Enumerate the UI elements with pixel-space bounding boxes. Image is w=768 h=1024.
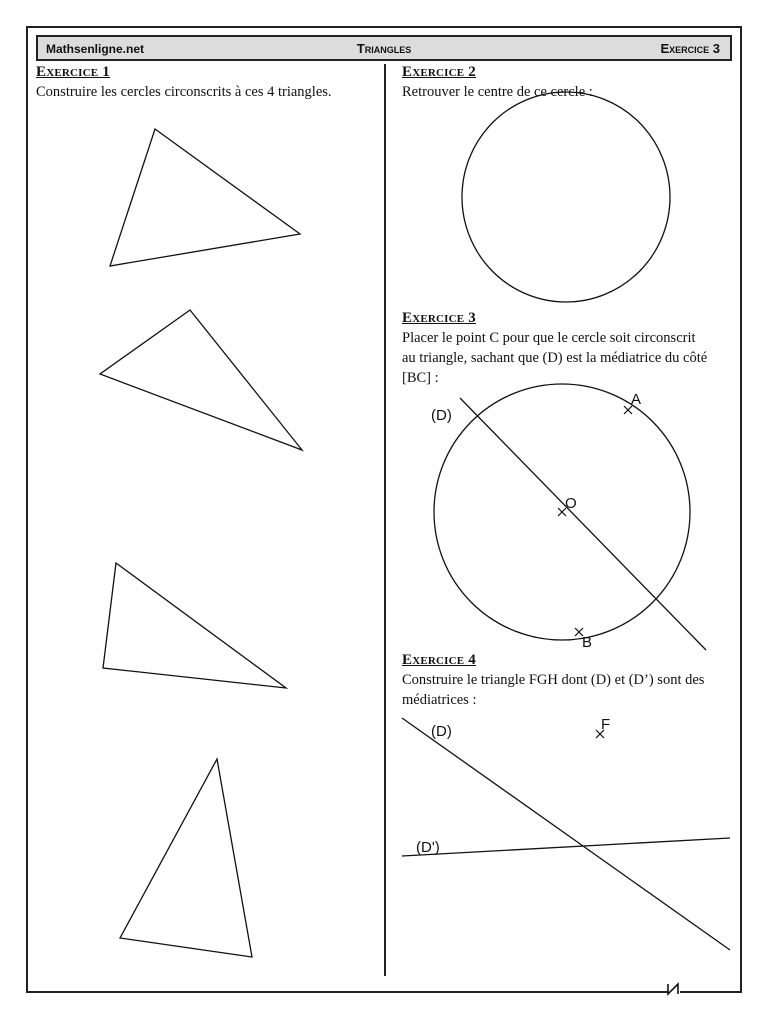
ex4-heading: Exercice 4 xyxy=(402,652,476,668)
ex3-instruction-line3: [BC] : xyxy=(402,370,439,386)
ex3-heading: Exercice 3 xyxy=(402,310,476,326)
ex4-line-dprime xyxy=(402,838,730,856)
ex4-instruction-line1: Construire le triangle FGH dont (D) et (D’) sont des xyxy=(402,672,705,688)
page-corner-mark xyxy=(668,984,678,994)
ex4-label-d: (D) xyxy=(431,723,452,740)
ex4-line-d xyxy=(402,718,730,950)
point-b-label: B xyxy=(582,634,593,651)
triangle-1 xyxy=(110,129,300,266)
ex4-instruction-line2: médiatrices : xyxy=(402,692,477,708)
triangle-3 xyxy=(103,563,286,688)
triangle-2 xyxy=(100,310,302,450)
ex2-circle xyxy=(462,92,670,302)
ex2-instruction: Retrouver le centre de ce cercle : xyxy=(402,84,593,100)
ex3-label-d: (D) xyxy=(431,407,452,424)
ex4-label-dprime: (D') xyxy=(416,839,440,856)
ex2-heading: Exercice 2 xyxy=(402,64,476,80)
ex1-instruction: Construire les cercles circonscrits à ces 4 triangles. xyxy=(36,84,332,100)
point-a-label: A xyxy=(631,391,642,408)
site-name: Mathsenligne.net xyxy=(46,42,145,56)
point-f-label: F xyxy=(601,716,611,733)
ex1-heading: Exercice 1 xyxy=(36,64,110,80)
triangle-4 xyxy=(120,759,252,957)
ex3-instruction-line2: au triangle, sachant que (D) est la médiatrice du côté xyxy=(402,350,708,366)
exercise-number: Exercice 3 xyxy=(660,41,720,56)
ex3-line-d xyxy=(460,398,706,650)
page-title: Triangles xyxy=(356,41,412,56)
point-o-label: O xyxy=(565,495,577,512)
ex3-instruction-line1: Placer le point C pour que le cercle soit circonscrit xyxy=(402,330,696,346)
